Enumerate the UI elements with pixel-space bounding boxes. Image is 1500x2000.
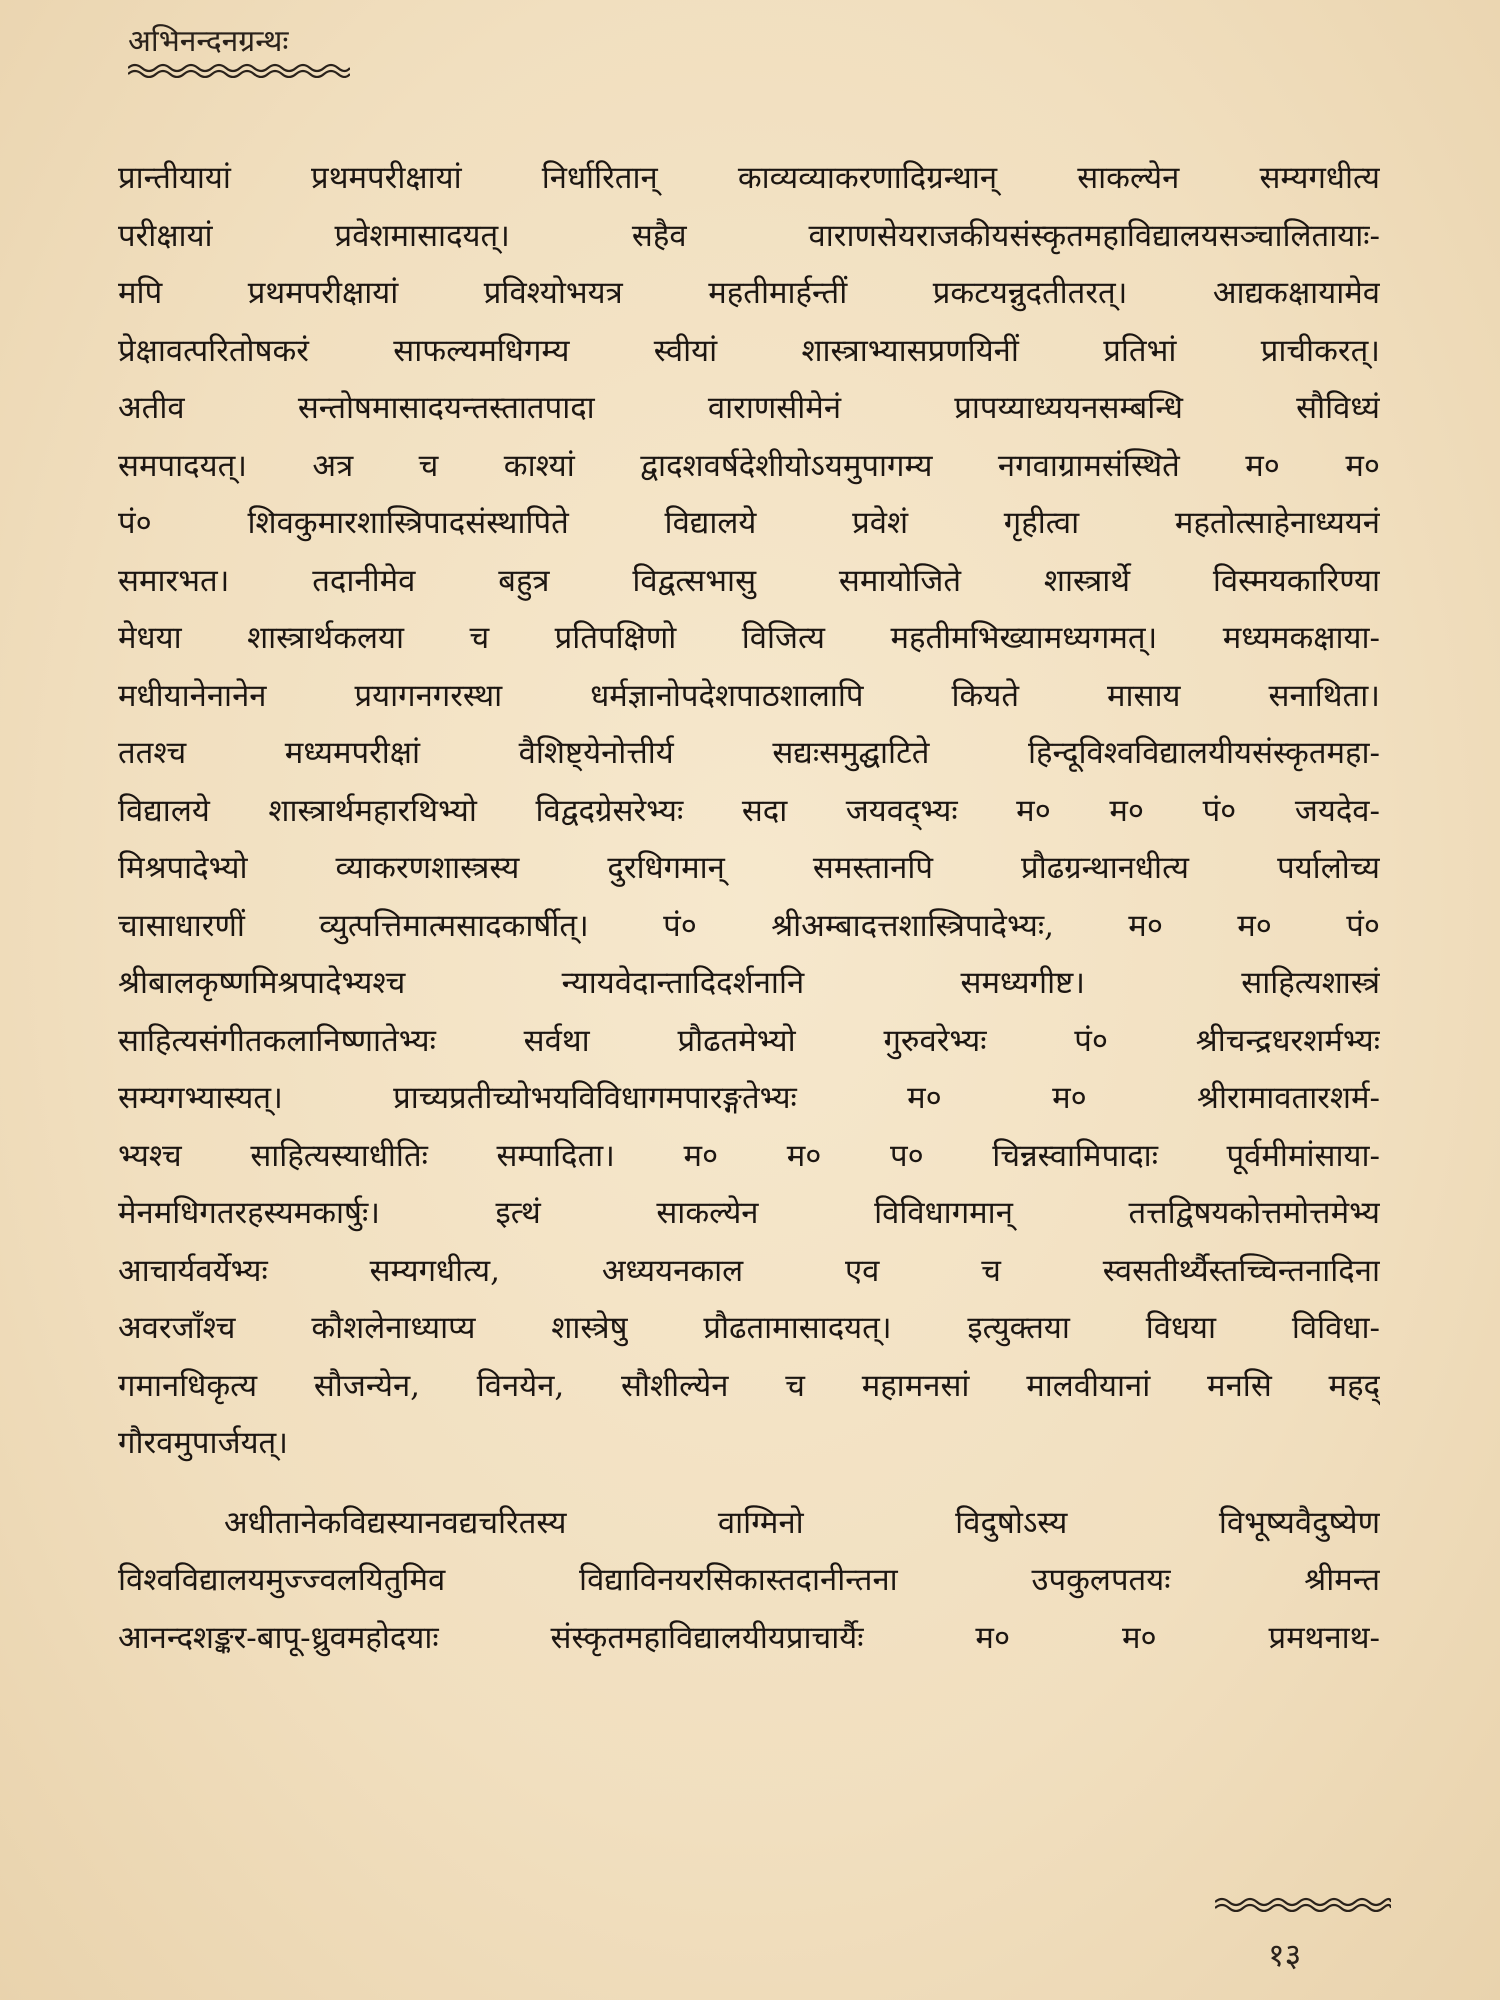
body-text [118,150,1380,1667]
text-line: परीक्षायां प्रवेशमासादयत्। सहैव वाराणसेयराजकीयसंस्कृतमहाविद्यालयसञ्चालितायाः- [118,217,1380,254]
running-title: अभिनन्दनग्रन्थः [128,24,289,59]
paragraph-1 [118,150,1380,1473]
text-line: मिश्रपादेभ्यो व्याकरणशास्त्रस्य दुरधिगमान् समस्तानपि प्रौढग्रन्थानधीत्य पर्यालोच्य [118,850,1380,886]
text-line: चासाधारणीं व्युत्पत्तिमात्मसादकार्षीत्। पं० श्रीअम्बादत्तशास्त्रिपादेभ्यः, म० म० पं० [118,907,1380,944]
text-line: मेनमधिगतरहस्यमकार्षुः। इत्थं साकल्येन विविधागमान् तत्तद्विषयकोत्तमोत्तमेभ्य [118,1195,1380,1231]
text-line: भ्यश्च साहित्यस्याधीतिः सम्पादिता। म० म० प० चिन्नस्वामिपादाः पूर्वमीमांसाया- [118,1137,1380,1174]
text-line: मपि प्रथमपरीक्षायां प्रविश्योभयत्र महतीमार्हन्तीं प्रकटयन्नुदतीतरत्। आद्यकक्षायामेव [118,275,1380,311]
text-line: मेधया शास्त्रार्थकलया च प्रतिपक्षिणो विजित्य महतीमभिख्यामध्यगमत्। मध्यमकक्षाया- [118,620,1380,656]
page-number: १३ [1268,1936,1302,1974]
bottom-wave-ornament [1215,1896,1391,1912]
text-line: मधीयानेनानेन प्रयागनगरस्था धर्मज्ञानोपदेशपाठशालापि कियते मासाय सनाथिता। [118,677,1380,714]
text-line: अवरजाँश्च कौशलेनाध्याप्य शास्त्रेषु प्रौढतामासादयत्। इत्युक्तया विधया विविधा- [118,1310,1380,1346]
text-line: साहित्यसंगीतकलानिष्णातेभ्यः सर्वथा प्रौढतमेभ्यो गुरुवरेभ्यः पं० श्रीचन्द्रधरशर्मभ्यः [118,1022,1380,1059]
text-line: सम्यगभ्यास्यत्। प्राच्यप्रतीच्योभयविविधागमपारङ्गतेभ्यः म० म० श्रीरामावतारशर्म- [118,1080,1380,1116]
text-line: ततश्च मध्यमपरीक्षां वैशिष्ट्येनोत्तीर्य सद्यःसमुद्घाटिते हिन्दूविश्वविद्यालयीयसंस्कृतमहा- [118,735,1380,771]
text-line: प्रेक्षावत्परितोषकरं साफल्यमधिगम्य स्वीयां शास्त्राभ्यासप्रणयिनीं प्रतिभां प्राचीकरत्। [118,332,1380,369]
top-wave-ornament [128,62,350,78]
text-line: समपादयत्। अत्र च काश्यां द्वादशवर्षदेशीयोऽयमुपागम्य नगवाग्रामसंस्थिते म० म० [118,447,1380,484]
text-line: प्रान्तीयायां प्रथमपरीक्षायां निर्धारितान् काव्यव्याकरणादिग्रन्थान् साकल्येन सम्यगधीत्य [118,160,1380,196]
text-line: आचार्यवर्येभ्यः सम्यगधीत्य, अध्ययनकाल एव च स्वसतीर्थ्यैस्तच्चिन्तनादिना [118,1252,1380,1289]
text-line: विश्वविद्यालयमुज्ज्वलयितुमिव विद्याविनयरसिकास्तदानीन्तना उपकुलपतयः श्रीमन्त [118,1562,1380,1598]
text-line: गमानधिकृत्य सौजन्येन, विनयेन, सौशील्येन च महामनसां मालवीयानां मनसि महद् [118,1367,1380,1404]
paragraph-2 [118,1495,1380,1668]
text-line: अधीतानेकविद्यस्यानवद्यचरितस्य वाग्मिनो विदुषोऽस्य विभूष्यवैदुष्येण [224,1504,1380,1541]
text-line: आनन्दशङ्कर-बापू-ध्रुवमहोदयाः संस्कृतमहाविद्यालयीयप्राचार्यैः म० म० प्रमथनाथ- [118,1619,1380,1656]
text-line: विद्यालये शास्त्रार्थमहारथिभ्यो विद्वदग्रेसरेभ्यः सदा जयवद्भ्यः म० म० पं० जयदेव- [118,792,1380,829]
text-line: समारभत। तदानीमेव बहुत्र विद्वत्सभासु समायोजिते शास्त्रार्थे विस्मयकारिण्या [118,562,1380,599]
text-line: श्रीबालकृष्णमिश्रपादेभ्यश्च न्यायवेदान्तादिदर्शनानि समध्यगीष्ट। साहित्यशास्त्रं [118,965,1380,1001]
text-line: पं० शिवकुमारशास्त्रिपादसंस्थापिते विद्यालये प्रवेशं गृहीत्वा महतोत्साहेनाध्ययनं [118,505,1380,541]
text-line: अतीव सन्तोषमासादयन्तस्तातपादा वाराणसीमेनं प्रापय्याध्ययनसम्बन्धि सौविध्यं [118,390,1380,426]
text-line: गौरवमुपार्जयत्। [118,1425,288,1461]
paragraph-gap [118,1473,1380,1495]
